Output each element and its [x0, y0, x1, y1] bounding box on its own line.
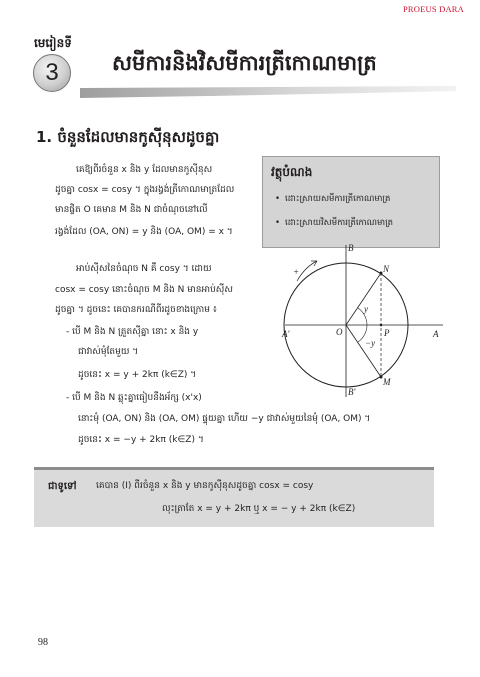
label-y: y [364, 304, 368, 314]
lesson-number: 3 [45, 59, 59, 86]
objective-box [262, 156, 440, 248]
label-N: N [383, 264, 390, 274]
label-B: B [348, 243, 354, 253]
title-decoration-band [80, 86, 456, 98]
section-heading: 1. ចំនួនដែលមានកូស៊ីនុសដូចគ្នា [36, 128, 220, 146]
chapter-title: សមីការនិងវិសមីការត្រីកោណមាត្រ [112, 51, 377, 75]
objective-title: វត្ថុបំណង [271, 165, 313, 179]
projection-line-3: ដូចគ្នា ។ ដូចនេះ គេបានករណីពីរដូចខាងក្រោម ៖ [55, 305, 217, 315]
projection-line-2: cosx = cosy នោះចំណុច M និង N មានអាប់ស៊ីស [55, 285, 233, 295]
page-number: 98 [38, 637, 48, 648]
intro-line-4: រង្វង់ដែល (OA, ON) = y និង (OA, OM) = x ។ [55, 227, 233, 237]
objective-item [275, 218, 393, 230]
intro-line-1: គេឱ្យពីរចំនួន x និង y ដែលមានកូស៊ីនុស [76, 165, 213, 175]
point-P [380, 324, 383, 327]
objective-item-text: ដោះស្រាយវិសមីការត្រីកោណមាត្រ [285, 218, 394, 228]
trig-circle-figure [282, 239, 443, 397]
intro-line-3: មានផ្ចិត O គេមាន M និង N ជាចំណុចនៅលើ [55, 205, 208, 215]
objective-item [275, 194, 390, 206]
bullet-icon: • [275, 218, 281, 228]
label-A: A [433, 329, 439, 339]
case2-line-2: នោះមុំ (OA, ON) និង (OA, OM) ផ្ទុយគ្នា ហើយ −y ជាវាស់មួយនៃមុំ (OA, OM) ។ [78, 414, 371, 424]
projection-line-1: អាប់ស៊ីសនៃចំណុច N គឺ cosy ។ ដោយ [76, 264, 212, 274]
lesson-label: មេរៀនទី [34, 36, 72, 50]
objective-item-text: ដោះស្រាយសមីការត្រីកោណមាត្រ [285, 194, 391, 204]
case1-line-1: - បើ M និង N ត្រួតស៊ីគ្នា នោះ x និង y [66, 327, 199, 337]
case1-line-3: ដូចនេះ x = y + 2kπ (k∈Z) ។ [78, 370, 197, 380]
intro-line-2: ដូចគ្នា cosx = cosy ។ ក្នុងរង្វង់ត្រីកោណមាត្រដែល [55, 185, 235, 195]
ray-OM [346, 325, 381, 377]
summary-line-2: លុះត្រាតែ x = y + 2kπ ឬ x = − y + 2kπ (k∈Z) [162, 504, 356, 514]
label-A-prime: A' [282, 329, 290, 339]
lesson-number-badge [33, 54, 71, 92]
ray-ON [346, 273, 381, 325]
case1-line-2: ជាវាស់មុំតែមួយ ។ [78, 347, 139, 357]
summary-heading: ជាទូទៅ [48, 481, 77, 492]
label-O: O [336, 327, 343, 337]
positive-direction-arrow [297, 261, 317, 281]
header-brand: PROEUS DARA [402, 4, 464, 14]
label-neg-y: −y [365, 338, 376, 348]
summary-box [34, 467, 434, 527]
case2-line-3: ដូចនេះ x = −y + 2kπ (k∈Z) ។ [78, 435, 204, 445]
label-P: P [384, 328, 390, 338]
label-B-prime: B' [348, 387, 356, 397]
summary-line-1: គេបាន (I) ពីរចំនួន x និង y មានកូស៊ីនុសដូចគ្នា cosx = cosy [96, 481, 314, 491]
bullet-icon: • [275, 194, 281, 204]
case2-line-1: - បើ M និង N ឆ្លុះគ្នាធៀបនឹងអ័ក្ស (x'x) [66, 393, 202, 403]
label-M: M [383, 377, 391, 387]
label-plus: + [293, 267, 300, 277]
